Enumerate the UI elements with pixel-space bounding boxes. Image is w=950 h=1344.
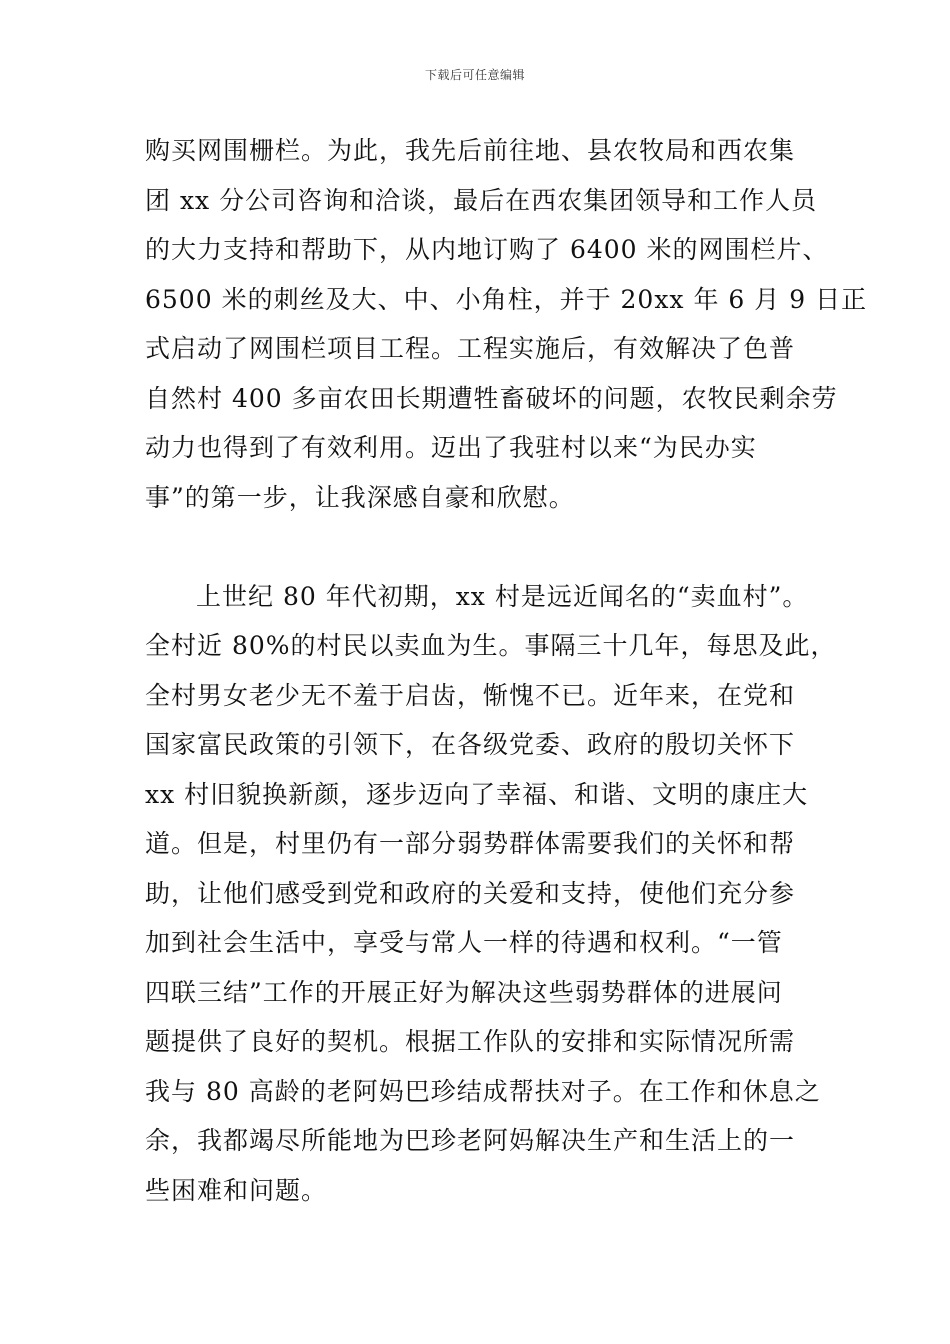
paragraph-line: 上世纪 80 年代初期，xx 村是远近闻名的“卖血村”。	[196, 581, 809, 611]
paragraph-line: xx 村旧貌换新颜，逐步迈向了幸福、和谐、文明的康庄大	[145, 779, 809, 809]
paragraph-line: 我与 80 高龄的老阿妈巴珍结成帮扶对子。在工作和休息之	[145, 1076, 821, 1106]
paragraph-line: 式启动了网围栏项目工程。工程实施后，有效解决了色普	[145, 334, 796, 363]
paragraph-line: 些困难和问题。	[145, 1175, 328, 1205]
paragraph-line: 题提供了良好的契机。根据工作队的安排和实际情况所需	[145, 1027, 796, 1056]
paragraph-line: 6500 米的刺丝及大、中、小角柱，并于 20xx 年 6 月 9 日正	[145, 284, 868, 314]
paragraph-line: 动力也得到了有效利用。迈出了我驻村以来“为民办实	[145, 433, 757, 462]
paragraph-line: 团 xx 分公司咨询和洽谈，最后在西农集团领导和工作人员	[145, 185, 818, 215]
paragraph-line: 全村近 80%的村民以卖血为生。事隔三十几年，每思及此，	[145, 631, 837, 660]
paragraph-spacer	[145, 522, 821, 572]
paragraph-line: 的大力支持和帮助下，从内地订购了 6400 米的网围栏片、	[145, 235, 829, 264]
paragraph-line: 余，我都竭尽所能地为巴珍老阿妈解决生产和生活上的一	[145, 1126, 796, 1155]
paragraph-line: 全村男女老少无不羞于启齿，惭愧不已。近年来，在党和	[145, 680, 796, 710]
paragraph-line: 加到社会生活中，享受与常人一样的待遇和权利。“一管	[145, 928, 783, 957]
document-body	[145, 126, 868, 1215]
paragraph-line: 道。但是，村里仍有一部分弱势群体需要我们的关怀和帮	[145, 829, 796, 858]
paragraph-line: 四联三结”工作的开展正好为解决这些弱势群体的进展问	[145, 977, 783, 1007]
paragraph-line: 事”的第一步，让我深感自豪和欣慰。	[145, 482, 575, 512]
paragraph-line: 国家富民政策的引领下，在各级党委、政府的殷切关怀下	[145, 730, 796, 759]
paragraph-line: 购买网围栅栏。为此，我先后前往地、县农牧局和西农集	[145, 136, 796, 165]
paragraph-line: 助，让他们感受到党和政府的关爱和支持，使他们充分参	[145, 878, 796, 908]
paragraph-line: 自然村 400 多亩农田长期遭牲畜破坏的问题，农牧民剩余劳	[145, 383, 838, 413]
page-header: 下载后可任意编辑	[424, 68, 525, 82]
paragraph-1	[145, 126, 868, 522]
paragraph-2	[145, 572, 837, 1216]
